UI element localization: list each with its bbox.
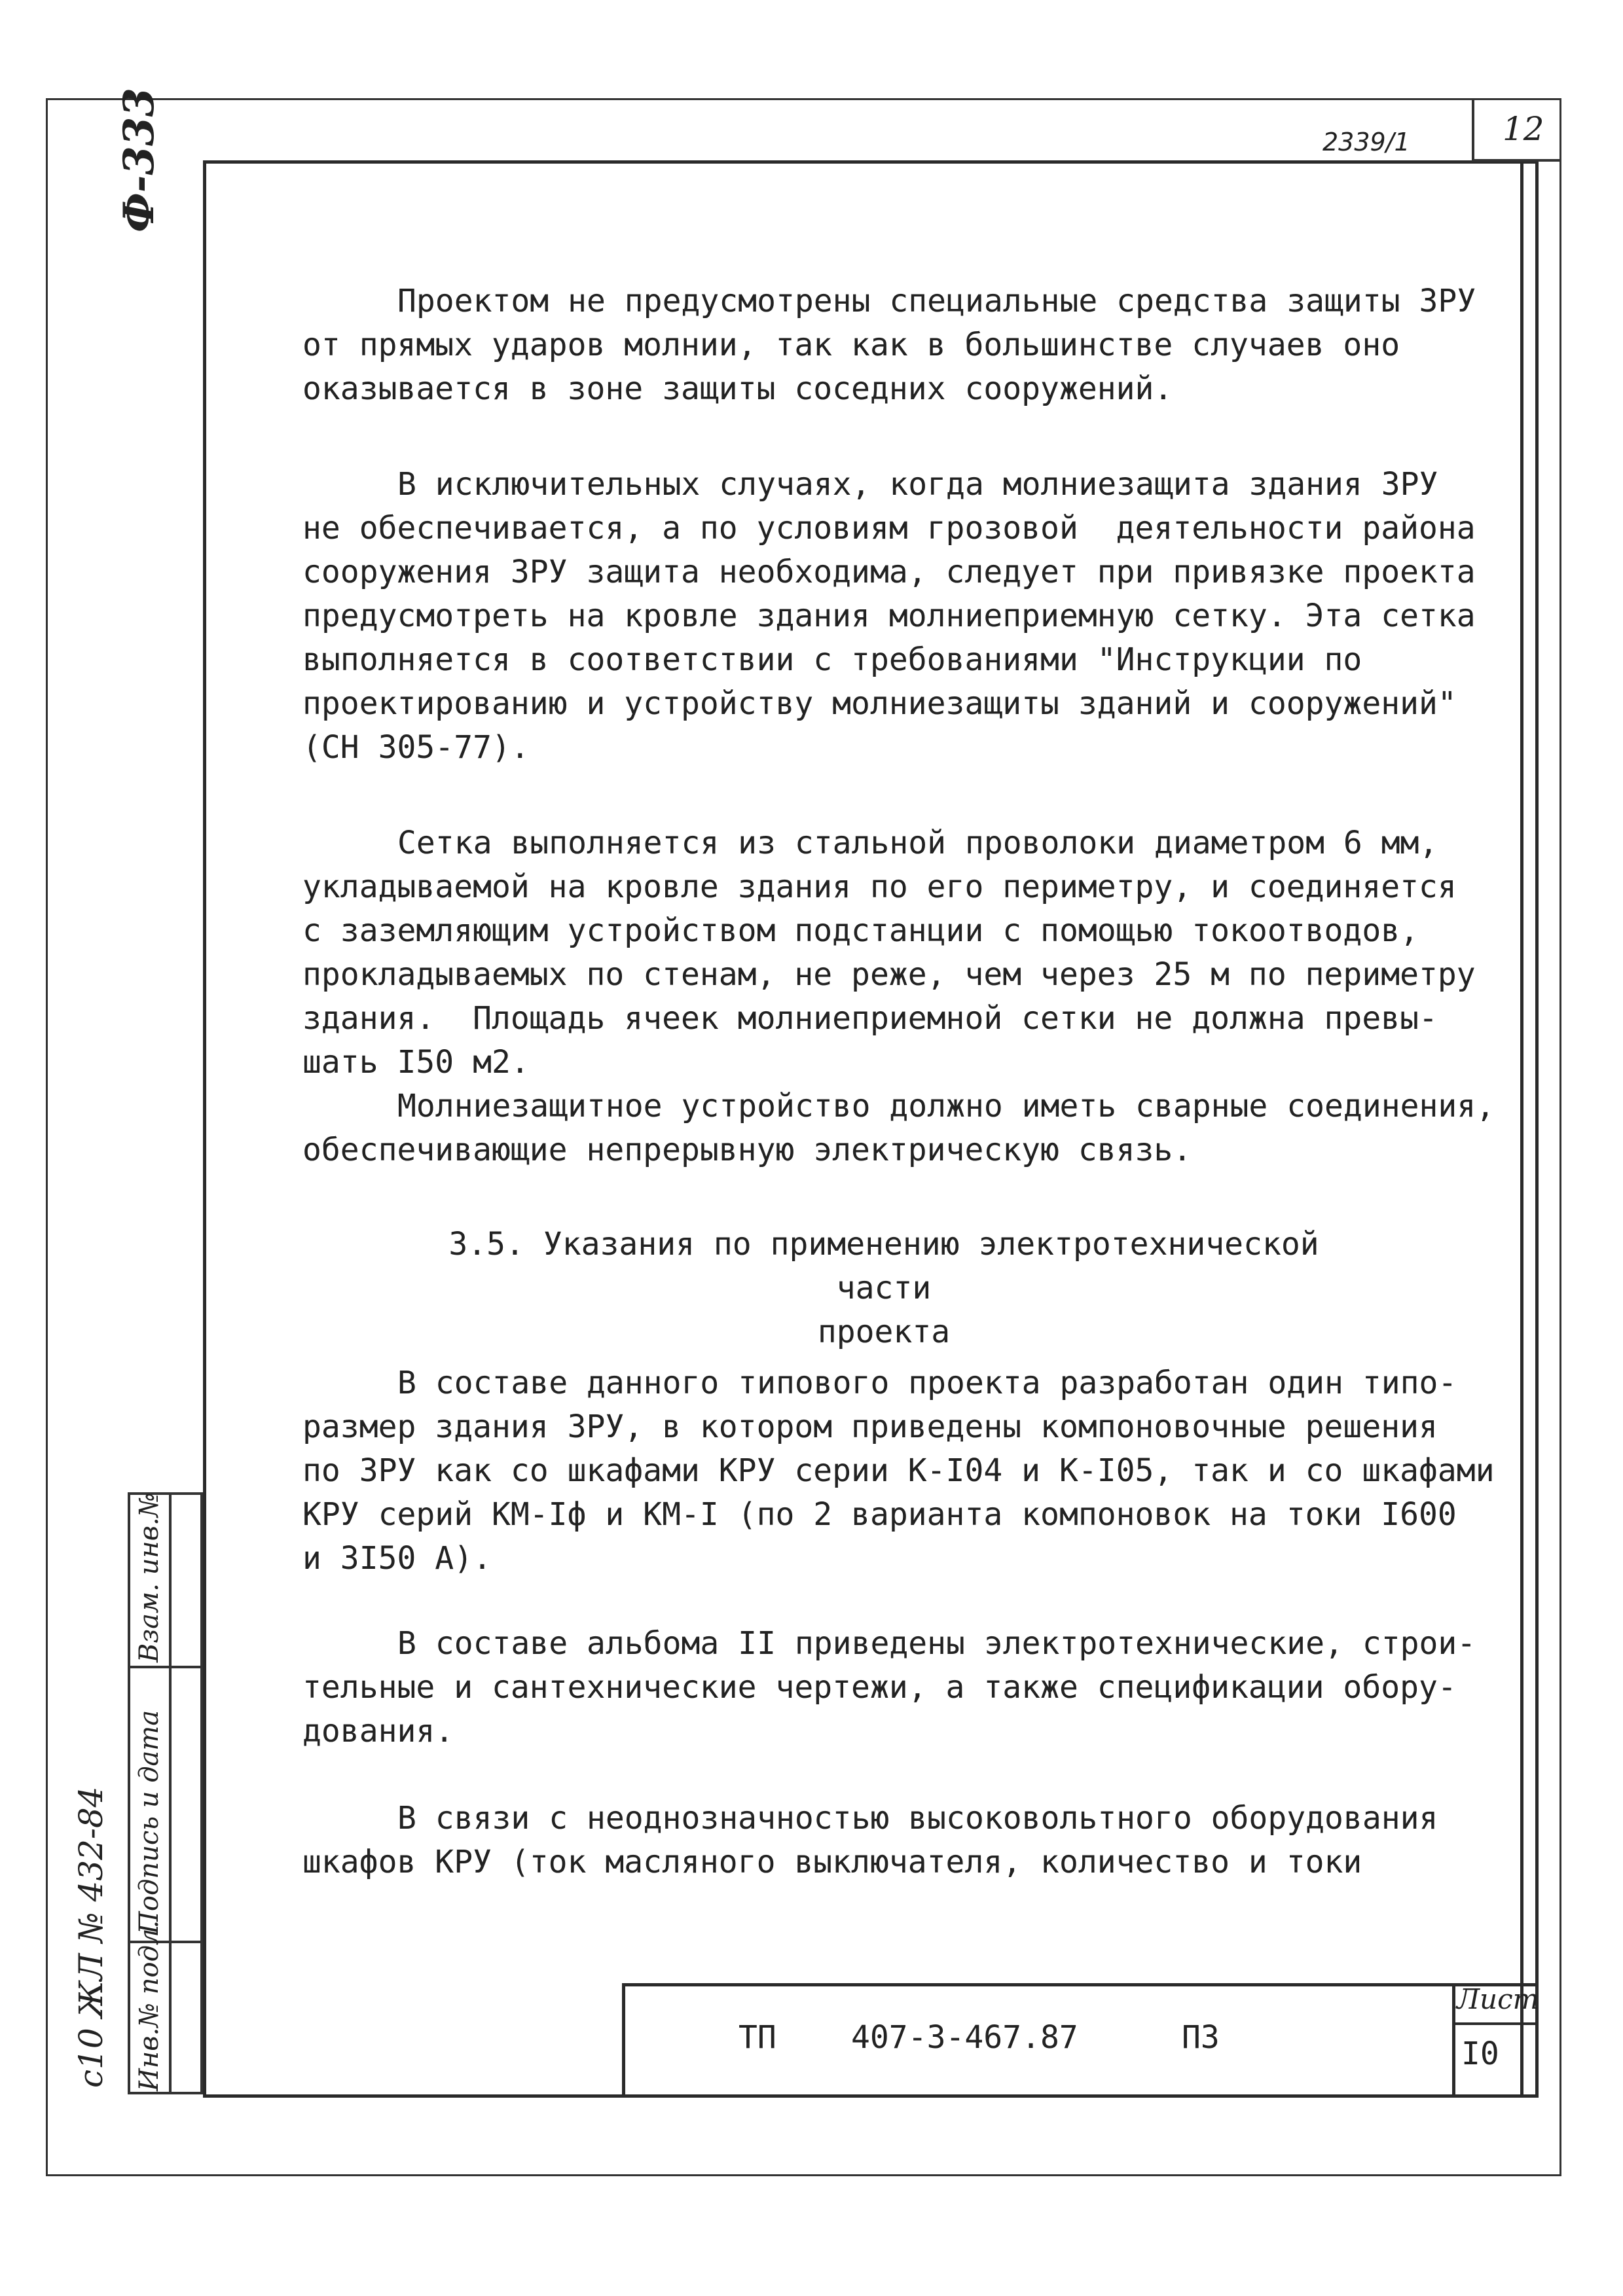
text-line: проектированию и устройству молниезащиты зданий и сооружений" (302, 685, 1457, 722)
text-line: В исключительных случаях, когда молниезащита здания ЗРУ (397, 466, 1438, 503)
heading-line: 3.5. Указания по применению электротехнической части (448, 1226, 1319, 1306)
text-line: и 3I50 А). (302, 1540, 492, 1577)
paragraph-ambiguity (302, 1797, 1481, 1884)
frame-right-line (1520, 160, 1523, 2098)
paragraph-welded (302, 1085, 1495, 1172)
paragraph-composition (302, 1361, 1495, 1581)
text-line: Проектом не предусмотрены специальные средства защиты ЗРУ (397, 283, 1476, 319)
paragraph-exceptional-cases (302, 463, 1481, 770)
text-line: размер здания ЗРУ, в котором приведены компоновочные решения (302, 1408, 1438, 1445)
document-number: 2339/1 (1322, 128, 1410, 156)
title-prefix: ТП (739, 2019, 776, 2056)
side-stamp-separator (128, 1666, 203, 1668)
text-line: от прямых ударов молнии, так как в большинстве случаев оно (302, 327, 1400, 363)
text-line: Молниезащитное устройство должно иметь сварные соединения, (397, 1088, 1495, 1124)
text-line: с заземляющим устройством подстанции с помощью токоотводов, (302, 912, 1419, 949)
title-suffix: ПЗ (1182, 2019, 1220, 2056)
text-line: не обеспечивается, а по условиям грозовой деятельности района (302, 510, 1476, 547)
side-stamp-divider (169, 1492, 172, 2094)
stamp-label-replace: Взам. инв.№ (134, 1492, 164, 1662)
text-line: В составе данного типового проекта разработан один типо- (397, 1365, 1457, 1401)
text-line: предусмотреть на кровле здания молниеприемную сетку. Эта сетка (302, 598, 1476, 634)
text-line: по ЗРУ как со шкафами КРУ серии К-I04 и К-I05, так и со шкафами (302, 1452, 1495, 1489)
text-line: дования. (302, 1713, 454, 1749)
text-line: КРУ серий КМ-Iф и КМ-I (по 2 варианта компоновок на токи I600 (302, 1496, 1457, 1533)
paragraph-album (302, 1622, 1481, 1753)
sheet-label: Лист (1457, 1983, 1539, 2015)
paragraph-mesh (302, 821, 1481, 1085)
text-line: шать I50 м2. (302, 1044, 530, 1081)
text-line: прокладываемых по стенам, не реже, чем через 25 м по периметру (302, 956, 1476, 993)
sheet-box-separator (1452, 2022, 1539, 2025)
sheet-number: I0 (1461, 2036, 1499, 2072)
text-line: тельные и сантехнические чертежи, а также спецификации обору- (302, 1669, 1457, 1706)
stamp-label-inv: Инв.№ подл. (134, 1920, 164, 2091)
text-line: шкафов КРУ (ток масляного выключателя, количество и токи (302, 1844, 1362, 1880)
text-line: обеспечивающие непрерывную электрическую связь. (302, 1132, 1192, 1168)
text-line: оказывается в зоне защиты соседних сооружений. (302, 370, 1173, 407)
page-number: 12 (1503, 110, 1544, 148)
paragraph-lightning-protection (302, 279, 1481, 411)
text-line: сооружения ЗРУ защита необходима, следует при привязке проекта (302, 554, 1476, 590)
text-line: В связи с неоднозначностью высоковольтного оборудования (397, 1800, 1438, 1837)
side-code: Ф-333 (115, 88, 164, 232)
text-line: (СН 305-77). (302, 729, 530, 766)
text-line: выполняется в соответствии с требованиями "Инструкции по (302, 641, 1362, 678)
handwritten-note: с10 ЖЛ № 432-84 (72, 1786, 110, 2088)
text-line: укладываемой на кровле здания по его периметру, и соединяется (302, 869, 1457, 905)
section-heading (393, 1223, 1375, 1354)
text-line: здания. Площадь ячеек молниеприемной сетки не должна превы- (302, 1000, 1438, 1037)
heading-line: проекта (817, 1314, 951, 1350)
title-code: 407-3-467.87 (851, 2019, 1078, 2056)
text-line: Сетка выполняется из стальной проволоки диаметром 6 мм, (397, 825, 1438, 861)
text-line: В составе альбома II приведены электротехнические, строи- (397, 1625, 1476, 1662)
stamp-label-signature: Подпись и дата (134, 1710, 164, 1934)
